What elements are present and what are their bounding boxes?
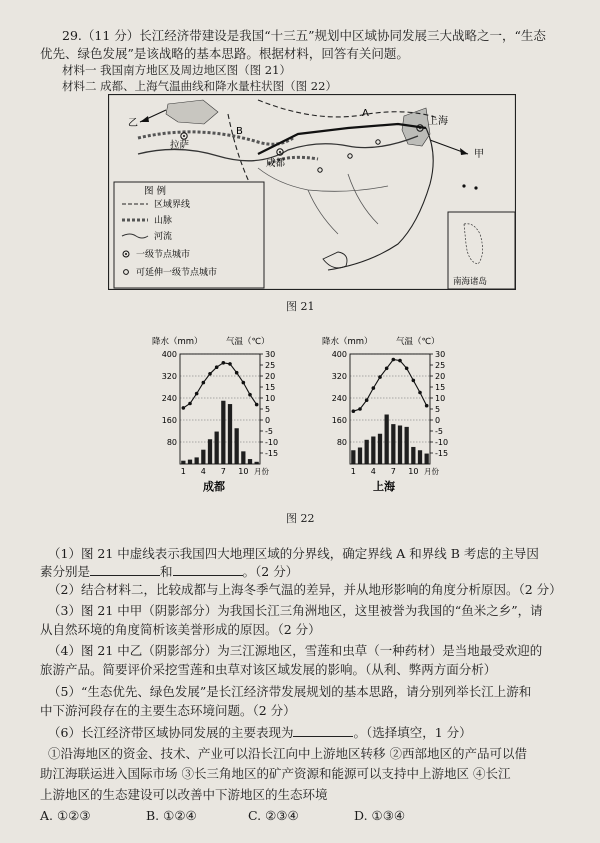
subquestion-5-line-1: （5）“生态优先、绿色发展”是长江经济带发展规划的基本思路，请分别列举长江上游和: [48, 684, 532, 699]
left-tick-label: 80: [166, 438, 177, 447]
subquestion-5-line-2: 中下游河段存在的主要生态环境问题。（2 分）: [40, 703, 296, 718]
city-marker: [318, 168, 322, 172]
precip-bar: [425, 454, 429, 464]
precip-bar: [411, 447, 415, 464]
island-dot: [462, 184, 465, 187]
temperature-point: [385, 367, 389, 371]
temperature-point: [412, 379, 416, 383]
right-tick-label: -5: [265, 427, 273, 436]
x-tick-label: 7: [220, 467, 226, 476]
label-south-sea-islands: 南海诸岛: [453, 277, 488, 287]
left-tick-label: 320: [161, 372, 177, 381]
left-tick-label: 160: [161, 416, 177, 425]
subquestion-4-line-1: （4）图 21 中乙（阴影部分）为三江源地区，雪莲和虫草（一种药材）是当地最受欢迎的: [48, 643, 543, 658]
left-tick-label: 240: [161, 394, 177, 403]
right-tick-label: 15: [435, 383, 446, 392]
left-tick-label: 320: [331, 372, 347, 381]
city-marker-lhasa-dot: [183, 135, 185, 137]
legend-item-node-city: 一级节点城市: [136, 250, 191, 260]
x-tick-label: 4: [370, 467, 376, 476]
right-axis-title: 气温（℃）: [396, 337, 440, 347]
right-tick-label: 10: [435, 394, 446, 403]
x-tick-label: 1: [180, 467, 186, 476]
city-marker: [376, 140, 380, 144]
right-tick-label: -10: [435, 438, 449, 447]
temperature-point: [392, 358, 396, 362]
right-tick-label: 25: [265, 361, 276, 370]
precip-bar: [365, 440, 369, 464]
arrow-yi-head: [140, 116, 149, 122]
left-axis-title: 降水（mm）: [322, 337, 373, 347]
precip-bar: [188, 460, 192, 464]
temperature-point: [215, 365, 219, 369]
answer-blank-2[interactable]: [173, 575, 243, 576]
right-tick-label: -10: [265, 438, 279, 447]
legend-item-river: 河流: [154, 232, 173, 242]
right-tick-label: 10: [265, 394, 276, 403]
temperature-point: [188, 402, 192, 406]
q6-choice-line-2: 助江海联运进入国际市场 ③长三角地区的矿产资源和能源可以支持中上游地区 ④长江: [40, 766, 511, 781]
right-tick-label: -5: [435, 427, 443, 436]
precip-bar: [391, 424, 395, 464]
temperature-point: [358, 407, 362, 411]
temperature-point: [242, 381, 246, 385]
right-tick-label: 5: [435, 405, 441, 414]
x-tick-label: 7: [390, 467, 396, 476]
plot-frame: [180, 354, 260, 464]
right-axis-title: 气温（℃）: [226, 337, 270, 347]
material-2: 材料二 成都、上海气温曲线和降水量柱状图（图 22）: [62, 79, 337, 93]
temperature-point: [228, 362, 232, 366]
temperature-point: [425, 404, 429, 408]
temperature-line: [353, 360, 426, 412]
subquestion-4-line-2: 旅游产品。简要评价采挖雪莲和虫草对该区域发展的影响。（从利、弊两方面分析）: [40, 662, 497, 677]
right-tick-label: -15: [265, 449, 279, 458]
left-tick-label: 400: [161, 350, 177, 359]
temperature-point: [372, 386, 376, 390]
q1-prefix: 素分别是: [40, 564, 91, 579]
city-marker-chengdu-dot: [279, 151, 281, 153]
option-c[interactable]: C. ②③④: [248, 808, 299, 823]
x-tick-label: 10: [408, 467, 419, 476]
coastline: [328, 128, 433, 270]
right-tick-label: 30: [265, 350, 276, 359]
option-a[interactable]: A. ①②③: [40, 808, 91, 823]
climate-chart-chengdu: [150, 332, 290, 507]
right-tick-label: 25: [435, 361, 446, 370]
temperature-point: [418, 391, 422, 395]
city-marker-shanghai-dot: [419, 127, 421, 129]
label-boundary-a: A: [362, 108, 369, 119]
right-tick-label: 20: [435, 372, 446, 381]
precip-bar: [228, 404, 232, 464]
river: [348, 174, 378, 224]
precip-bar: [418, 450, 422, 464]
temperature-point: [378, 375, 382, 379]
answer-blank-1[interactable]: [90, 575, 160, 576]
temperature-point: [222, 361, 226, 365]
q1-and: 和: [160, 564, 173, 579]
subquestion-3-line-2: 从自然环境的角度简析该美誉形成的原因。（2 分）: [40, 622, 321, 637]
economic-belt-line: [258, 124, 426, 154]
right-tick-label: 0: [265, 416, 271, 425]
temperature-point: [255, 403, 259, 407]
option-d[interactable]: D. ①③④: [354, 808, 406, 823]
precip-bar: [371, 437, 375, 465]
material-1: 材料一 我国南方地区及周边地区图（图 21）: [62, 63, 291, 77]
precip-bar: [208, 439, 212, 464]
precip-bar: [241, 451, 245, 464]
question-line-1: 29.（11 分）长江经济带建设是我国“十三五”规划中区域协同发展三大战略之一，“生态: [62, 28, 546, 43]
precip-bar: [195, 457, 199, 464]
arrow-jia-head: [460, 148, 468, 155]
subquestion-3-line-1: （3）图 21 中甲（阴影部分）为我国长江三角洲地区，这里被誉为我国的“鱼米之乡”，请: [48, 603, 543, 618]
mountain-range: [138, 132, 293, 144]
q1-suffix: 。（2 分）: [242, 564, 299, 579]
question-line-2: 优先、绿色发展”是该战略的基本思路。根据材料，回答有关问题。: [40, 46, 409, 61]
left-tick-label: 240: [331, 394, 347, 403]
right-tick-label: 0: [435, 416, 441, 425]
precip-bar: [378, 434, 382, 464]
subquestion-1-line-1: （1）图 21 中虚线表示我国四大地理区域的分界线，确定界线 A 和界线 B 考虑的主导因: [48, 546, 539, 561]
right-tick-label: 20: [265, 372, 276, 381]
temperature-point: [365, 398, 369, 402]
label-chengdu: 成都: [266, 158, 286, 169]
chart-city-title: 上海: [373, 480, 395, 493]
q6-choice-line-3: 上游地区的生态建设可以改善中下游地区的生态环境: [40, 787, 328, 802]
label-shanghai: 上海: [428, 116, 448, 127]
precip-bar: [221, 401, 225, 464]
temperature-point: [352, 409, 356, 413]
left-tick-label: 80: [336, 438, 347, 447]
precip-bar: [215, 432, 219, 464]
subquestion-6: [48, 724, 472, 742]
label-boundary-b: B: [236, 126, 243, 137]
south-china-map: [108, 94, 516, 290]
x-axis-unit-label: 月份: [254, 467, 269, 476]
river: [308, 190, 338, 234]
legend-title: 图 例: [144, 186, 167, 197]
temperature-point: [182, 406, 186, 410]
river: [258, 168, 388, 191]
temperature-point: [248, 393, 252, 397]
option-b[interactable]: B. ①②④: [146, 808, 197, 823]
x-axis-unit-label: 月份: [424, 467, 439, 476]
city-marker: [348, 154, 352, 158]
temperature-point: [202, 381, 206, 385]
climate-chart-shanghai: [320, 332, 460, 507]
island-dot: [474, 186, 477, 189]
precip-bar: [248, 459, 252, 464]
left-axis-title: 降水（mm）: [152, 337, 203, 347]
left-tick-label: 160: [331, 416, 347, 425]
precip-bar: [351, 450, 355, 464]
precip-bar: [235, 428, 239, 464]
hainan-island: [323, 252, 347, 268]
subquestion-1-line-2: [40, 563, 298, 581]
chart-city-title: 成都: [203, 480, 225, 493]
precip-bar: [181, 461, 185, 464]
subquestion-2: （2）结合材料二，比较成都与上海冬季气温的差异，并从地形影响的角度分析原因。（2 分）: [48, 582, 562, 597]
temperature-point: [195, 392, 199, 396]
temperature-point: [398, 359, 402, 363]
label-lhasa: 拉萨: [170, 140, 190, 151]
left-tick-label: 400: [331, 350, 347, 359]
q6-prefix: （6）长江经济带区域协同发展的主要表现为: [48, 725, 294, 740]
q6-choice-line-1: ①沿海地区的资金、技术、产业可以沿长江向中上游地区转移 ②西部地区的产品可以借: [48, 746, 527, 761]
x-tick-label: 10: [238, 467, 249, 476]
region-yi-shading: [166, 100, 218, 124]
legend-item-mountain: 山脉: [154, 216, 173, 226]
right-tick-label: -15: [435, 449, 449, 458]
temperature-point: [405, 367, 409, 371]
precip-bar: [405, 427, 409, 464]
precip-bar: [201, 450, 205, 464]
label-yi: 乙: [128, 118, 138, 129]
figure-22-caption: 图 22: [286, 512, 315, 525]
figure-21-caption: 图 21: [286, 300, 315, 313]
temperature-point: [235, 371, 239, 375]
x-tick-label: 4: [200, 467, 206, 476]
precip-bar: [385, 415, 389, 465]
right-tick-label: 30: [435, 350, 446, 359]
q6-suffix: 。（选择填空，1 分）: [353, 725, 472, 740]
temperature-line: [183, 363, 256, 408]
legend-node-city-symbol-dot: [125, 253, 127, 255]
x-tick-label: 1: [350, 467, 356, 476]
precip-bar: [398, 426, 402, 465]
legend-item-ext-city: 可延伸一级节点城市: [136, 268, 218, 278]
temperature-point: [208, 372, 212, 376]
answer-blank-3[interactable]: [293, 736, 353, 737]
right-tick-label: 5: [265, 405, 271, 414]
precip-bar: [358, 448, 362, 465]
label-jia: 甲: [474, 149, 484, 160]
legend-item-boundary: 区域界线: [154, 200, 191, 210]
right-tick-label: 15: [265, 383, 276, 392]
